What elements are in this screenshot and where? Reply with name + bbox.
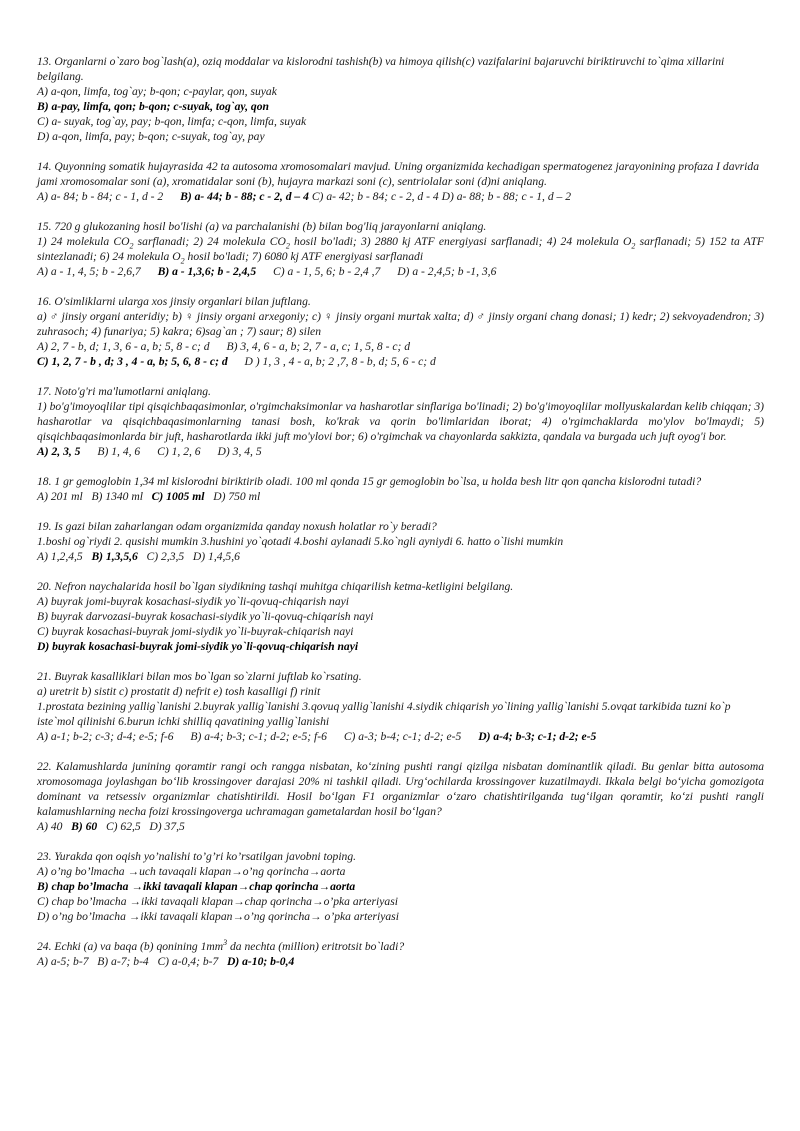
question-18-stem: 18. 1 gr gemoglobin 1,34 ml kislorodni biriktirib oladi. 100 ml qonda 15 gr gemoglobin bo`lsa, u holda besh litr qon qancha kislorodni tutadi?: [37, 475, 702, 488]
question-22-options: [37, 819, 764, 834]
question-24-option-c: C) a-0,4; b-7: [157, 955, 219, 968]
question-24-stem: [37, 939, 764, 954]
question-15-list-part-3: hosil bo'ladi; 3) 2880 kj ATF energiyasi sarflanadi; 4) 24 molekula O: [289, 235, 632, 248]
question-17: [37, 384, 764, 459]
question-13-option-d: D) a-qon, limfa, pay; b-qon; c-suyak, tog`ay, pay: [37, 130, 265, 143]
question-14: [37, 159, 764, 204]
question-21-option-a: A) a-1; b-2; c-3; d-4; e-5; f-6: [37, 730, 174, 743]
question-24-options: [37, 954, 764, 969]
question-17-options: [37, 444, 764, 459]
question-22-option-a: A) 40: [37, 820, 63, 833]
question-18-option-d: D) 750 ml: [213, 490, 261, 503]
question-13: [37, 54, 764, 144]
question-18-option-c: C) 1005 ml: [151, 490, 205, 503]
question-23-stem: 23. Yurakda qon oqish yo’nalishi to’g’ri ko’rsatilgan javobni toping.: [37, 850, 357, 863]
question-14-stem: 14. Quyonning somatik hujayrasida 42 ta autosoma xromosomalari mavjud. Uning organizmida kechadigan spermatogenez jarayonining profaza I davrida jami xromosomalar soni (a), xromatidalar soni (b), hujayra markazi soni (c), sentriolalar soni (d)ni aniqlang.: [37, 160, 759, 188]
question-16-options-cd: [37, 354, 764, 369]
question-21-option-d: D) a-4; b-3; c-1; d-2; e-5: [478, 730, 597, 743]
question-23-option-b: B) chap bo’lmacha →ikki tavaqali klapan→chap qorincha→aorta: [37, 880, 356, 893]
question-20-stem: 20. Nefron naychalarida hosil bo`lgan siydikning tashqi muhitga chiqarilish ketma-ketligini belgilang.: [37, 580, 514, 593]
question-15-option-c: C) a - 1, 5, 6; b - 2,4 ,7: [273, 265, 381, 278]
question-19-list: 1.boshi og`riydi 2. qusishi mumkin 3.hushini yo`qotadi 4.boshi aylanadi 5.ko`ngli ayniydi 6. hatto o`lishi mumkin: [37, 535, 564, 548]
question-16-options-ab: [37, 339, 764, 354]
subscript-2: 2: [129, 241, 134, 251]
question-13-option-b: B) a-pay, limfa, qon; b-qon; c-suyak, tog`ay, qon: [37, 100, 269, 113]
question-21-option-c: C) a-3; b-4; c-1; d-2; e-5: [343, 730, 462, 743]
question-16-list: a) ♂ jinsiy organi anteridiy; b) ♀ jinsiy organi arxegoniy; c) ♀ jinsiy organi murtak xalta; d) ♂ jinsiy organi chang donasi; 1) kedr; 2) sekvoyadendron; 3) zuhrasoch; 4) funariya; 5) kakra; 6)sag`an ; 7) saur; 8) silen: [37, 310, 764, 338]
question-16-option-b: B) 3, 4, 6 - a, b; 2, 7 - a, c; 1, 5, 8 - c; d: [226, 340, 411, 353]
question-21: [37, 669, 764, 744]
question-21-list-a: a) uretrit b) sistit c) prostatit d) nefrit e) tosh kasalligi f) rinit: [37, 685, 321, 698]
question-20: [37, 579, 764, 654]
question-24: [37, 939, 764, 969]
question-22-option-b: B) 60: [71, 820, 98, 833]
question-20-option-a: A) buyrak jomi-buyrak kosachasi-siydik yo`li-qovuq-chiqarish nayi: [37, 595, 349, 608]
question-14-option-d: D) a- 88; b - 88; c - 1, d – 2: [441, 190, 572, 203]
question-21-list-b: 1.prostata bezining yallig`lanishi 2.buyrak yallig`lanishi 3.qovuq yallig`lanishi 4.siydik chiqarish yo`lining yallig`lanishi 5.ovqat tarkibida tuzni ko`p iste`mol qilinishi 6.burun ichki shilliq qavatining yallig`lanishi: [37, 700, 731, 728]
question-23-option-c: C) chap bo’lmacha →ikki tavaqali klapan→chap qorincha→o’pka arteriyasi: [37, 895, 398, 908]
question-24-stem-part-1: 24. Echki (a) va baqa (b) qonining 1mm: [37, 940, 224, 953]
subscript-2: 2: [285, 241, 290, 251]
question-22-option-d: D) 37,5: [149, 820, 185, 833]
question-19-option-d: D) 1,4,5,6: [192, 550, 240, 563]
question-16-stem: 16. O'simliklarni ularga xos jinsiy organlari bilan juftlang.: [37, 295, 311, 308]
question-16-option-a: A) 2, 7 - b, d; 1, 3, 6 - a, b; 5, 8 - c; d: [37, 340, 210, 353]
question-17-option-c: C) 1, 2, 6: [157, 445, 201, 458]
question-15-options: [37, 264, 764, 279]
question-15-list-part-5: hosil bo'ladi; 7) 6080 kj ATF energiyasi sarflanadi: [184, 250, 424, 263]
question-23-option-a: A) o’ng bo’lmacha →uch tavaqali klapan→o’ng qorincha→aorta: [37, 865, 346, 878]
question-15-option-b: B) a - 1,3,6; b - 2,4,5: [157, 265, 257, 278]
question-22-stem: 22. Kalamushlarda junining qoramtir rangi och rangga nisbatan, ko‘zining pushti rangi qizilga nisbatan dominantlik qiladi. Bu genlar bitta autosoma xromosomaga joylashgan bo‘lib krossingover darajasi 20% ni tashkil qiladi. Urg‘ochilarda krossingover kuzatilmaydi. Ikkala belgi bo‘yicha gomozigota dominant va retsessiv organizmlar chatishtirildi. Hosil bo‘lgan F1 organizmlar o‘zaro chatishtirilganda tug‘ilgan qoramtir, ko‘zi pushti rangli kalamushlarning necha foizi krossingoverga uchramagan gametalardan hosil bo‘lgan?: [37, 760, 764, 818]
question-17-option-d: D) 3, 4, 5: [217, 445, 262, 458]
question-15-option-d: D) a - 2,4,5; b -1, 3,6: [397, 265, 497, 278]
question-15-stem: 15. 720 g glukozaning hosil bo'lishi (a) va parchalanishi (b) bilan bog'liq jarayonlarni aniqlang.: [37, 220, 487, 233]
question-15-list-part-4: sarflanadi; 5) 152 ta ATF sintezlanadi; 6) 24 molekula O: [37, 235, 764, 263]
question-23: [37, 849, 764, 924]
question-20-option-b: B) buyrak darvozasi-buyrak kosachasi-siydik yo`li-qovuq-chiqarish nayi: [37, 610, 374, 623]
superscript-3: 3: [223, 938, 228, 948]
question-24-option-a: A) a-5; b-7: [37, 955, 89, 968]
question-16-option-d: D ) 1, 3 , 4 - a, b; 2 ,7, 8 - b, d; 5, 6 - c; d: [244, 355, 436, 368]
question-19-option-b: B) 1,3,5,6: [91, 550, 138, 563]
question-13-stem: 13. Organlarni o`zaro bog`lash(a), oziq moddalar va kislorodni tashish(b) va himoya qilish(c) vazifalarini bajaruvchi biriktiruvchi to`qima xillarini belgilang.: [37, 55, 725, 83]
question-21-stem: 21. Buyrak kasalliklari bilan mos bo`lgan so`zlarni juftlab ko`rsating.: [37, 670, 362, 683]
question-14-options: [37, 189, 764, 204]
question-24-option-b: B) a-7; b-4: [97, 955, 149, 968]
subscript-2: 2: [631, 241, 636, 251]
question-17-option-b: B) 1, 4, 6: [97, 445, 141, 458]
question-23-option-d: D) o’ng bo’lmacha →ikki tavaqali klapan→o’ng qorincha→ o’pka arteriyasi: [37, 910, 399, 923]
question-16-option-c: C) 1, 2, 7 - b , d; 3 , 4 - a, b; 5, 6, 8 - c; d: [37, 355, 228, 368]
question-14-option-b: B) a- 44; b - 88; c - 2, d – 4: [180, 190, 309, 203]
question-17-option-a: A) 2, 3, 5: [37, 445, 81, 458]
question-14-option-c: C) a- 42; b - 84; c - 2, d - 4: [311, 190, 439, 203]
question-19-options: [37, 549, 764, 564]
question-20-option-d: D) buyrak kosachasi-buyrak jomi-siydik yo`li-qovuq-chiqarish nayi: [37, 640, 359, 653]
question-18-option-b: B) 1340 ml: [91, 490, 143, 503]
question-15-list-part-2: sarflanadi; 2) 24 molekula CO: [133, 235, 286, 248]
question-13-option-c: C) a- suyak, tog`ay, pay; b-qon, limfa; c-qon, limfa, suyak: [37, 115, 307, 128]
question-22-option-c: C) 62,5: [105, 820, 141, 833]
question-18: [37, 474, 764, 504]
question-22: [37, 759, 764, 834]
question-19-option-a: A) 1,2,4,5: [37, 550, 83, 563]
question-15-list-part-1: 1) 24 molekula CO: [37, 235, 130, 248]
question-24-option-d: D) a-10; b-0,4: [227, 955, 295, 968]
question-14-option-a: A) a- 84; b - 84; c - 1, d - 2: [37, 190, 164, 203]
question-21-option-b: B) a-4; b-3; c-1; d-2; e-5; f-6: [190, 730, 327, 743]
question-18-option-a: A) 201 ml: [37, 490, 83, 503]
question-21-options: [37, 729, 764, 744]
question-24-stem-part-2: da nechta (million) eritrotsit bo`ladi?: [227, 940, 405, 953]
question-17-stem: 17. Noto'g'ri ma'lumotlarni aniqlang.: [37, 385, 211, 398]
question-15-option-a: A) a - 1, 4, 5; b - 2,6,7: [37, 265, 141, 278]
question-13-option-a: A) a-qon, limfa, tog`ay; b-qon; c-paylar, qon, suyak: [37, 85, 277, 98]
question-15: [37, 219, 764, 279]
question-19-option-c: C) 2,3,5: [146, 550, 185, 563]
subscript-2: 2: [180, 256, 185, 266]
question-19-stem: 19. Is gazi bilan zaharlangan odam organizmida qanday noxush holatlar ro`y beradi?: [37, 520, 437, 533]
question-19: [37, 519, 764, 564]
question-17-list: 1) bo'g'imoyoqlilar tipi qisqichbaqasimonlar, o'rgimchaksimonlar va hasharotlar sinflariga bo'linadi; 2) bo'g'imoyoqlilar mollyuskalardan kelib chiqqan; 3) hasharotlar va qisqichbaqasimonlarning tanasi bosh, ko'krak va qorin bo'limlaridan iborat; 4) o'rgimchaklarda mo'ylov bo'lmaydi; 5) qisqichbaqasimonlarda bir juft, hasharotlarda ikki juft mo'ylovi bor; 6) o'rgimchak va chayonlarda sakkizta, qandala va burgada uch juft oyog'i bor.: [37, 400, 764, 443]
question-18-options: [37, 489, 764, 504]
question-16: [37, 294, 764, 369]
question-20-option-c: C) buyrak kosachasi-buyrak jomi-siydik yo`li-buyrak-chiqarish nayi: [37, 625, 354, 638]
question-15-list: [37, 234, 764, 264]
